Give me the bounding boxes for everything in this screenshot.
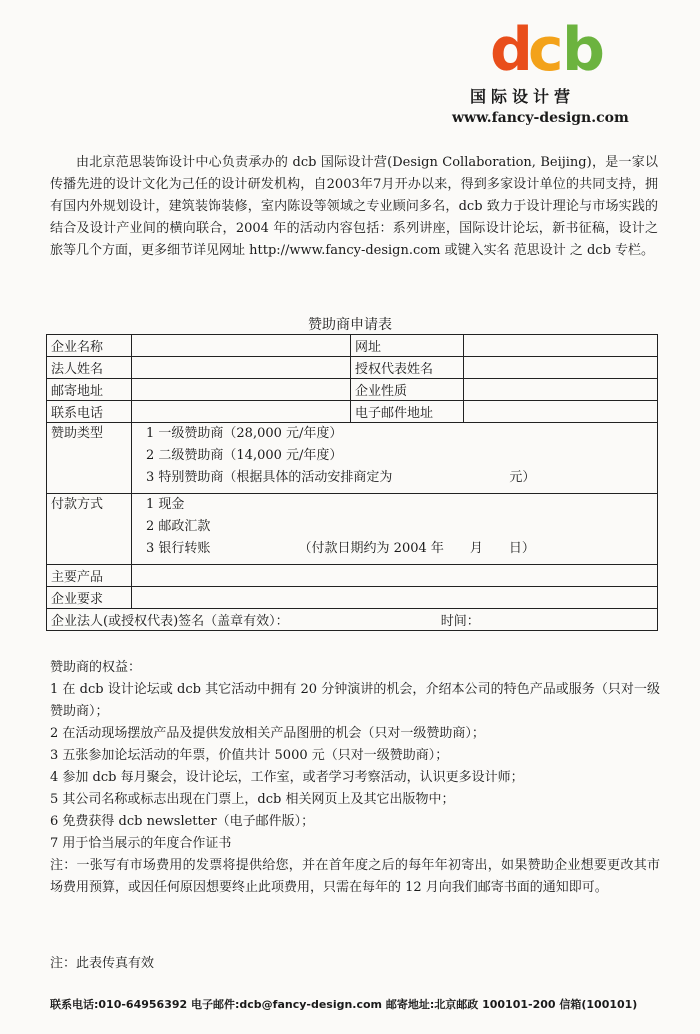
authorized-rep-label: 授权代表姓名	[351, 357, 464, 379]
sponsor-option-3[interactable]: 3 特别赞助商（根据具体的活动安排商定为 元）	[146, 470, 536, 485]
signature-label: 企业法人(或授权代表)签名（盖章有效）：	[51, 614, 289, 629]
benefits-title: 赞助商的权益：	[50, 660, 142, 675]
intro-paragraph: 由北京范思装饰设计中心负责承办的 dcb 国际设计营(Design Collaboration, Beijing)，是一家以传播先进的设计文化为己任的设计研发机构，自2003年7月开办以来，得到多家设计单位的共同支持，拥有国内外规划设计，建筑装饰装修，室内陈设等领域之专业顾问多名，dcb 致力于设计理论与市场实践的结合及设计产业间的横向联合，2004 年的活动内容包括：系列讲座，国际设计论坛，新书征稿，设计之旅等几个方面，更多细节详见网址 http://www.fancy-design.com 或键入实名 范思设计 之 dcb 专栏。	[50, 155, 658, 258]
sponsor-type-options	[132, 423, 658, 494]
main-products-label: 主要产品	[47, 565, 132, 587]
website-label: 网址	[351, 335, 464, 357]
benefits-section	[50, 657, 660, 899]
legal-rep-field[interactable]	[132, 357, 351, 379]
table-row	[47, 423, 658, 494]
list-item: 7 用于恰当展示的年度合作证书	[50, 836, 232, 851]
list-item: 1 在 dcb 设计论坛或 dcb 其它活动中拥有 20 分钟演讲的机会，介绍本公司的特色产品或服务（只对一级赞助商）；	[50, 682, 660, 719]
authorized-rep-field[interactable]	[464, 357, 658, 379]
list-item: 2 在活动现场摆放产品及提供发放相关产品图册的机会（只对一级赞助商）；	[50, 726, 485, 741]
payment-label-text: 付款方式	[51, 497, 104, 512]
brand-name: 国际设计营	[470, 87, 576, 106]
contact-footer: 联系电话:010-64956392 电子邮件:dcb@fancy-design.com 邮寄地址:北京邮政 100101-200 信箱(100101)	[50, 998, 638, 1011]
phone-field[interactable]	[132, 401, 351, 423]
legal-rep-label: 法人姓名	[47, 357, 132, 379]
requirements-field[interactable]	[132, 587, 658, 609]
list-item: 6 免费获得 dcb newsletter（电子邮件版）；	[50, 814, 315, 829]
table-row	[47, 401, 658, 423]
table-row	[47, 357, 658, 379]
sponsor-application-form	[46, 334, 658, 631]
payment-option-2[interactable]: 2 邮政汇款	[146, 519, 211, 534]
payment-label	[47, 494, 132, 565]
email-label: 电子邮件地址	[351, 401, 464, 423]
sponsor-option-1[interactable]: 1 一级赞助商（28,000 元/年度）	[146, 426, 343, 441]
email-field[interactable]	[464, 401, 658, 423]
table-row	[47, 609, 658, 631]
logo-letter-d: d	[490, 15, 531, 85]
address-field[interactable]	[132, 379, 351, 401]
dcb-logo	[490, 15, 603, 85]
requirements-label: 企业要求	[47, 587, 132, 609]
list-item: 3 五张参加论坛活动的年票，价值共计 5000 元（只对一级赞助商）；	[50, 748, 449, 763]
website-field[interactable]	[464, 335, 658, 357]
company-name-field[interactable]	[132, 335, 351, 357]
sponsor-type-label-text: 赞助类型	[51, 426, 104, 441]
table-row	[47, 565, 658, 587]
company-type-field[interactable]	[464, 379, 658, 401]
phone-label: 联系电话	[47, 401, 132, 423]
address-label: 邮寄地址	[47, 379, 132, 401]
logo-letter-b: b	[562, 15, 603, 85]
table-row	[47, 587, 658, 609]
payment-option-3-row	[146, 538, 653, 560]
list-item: 5 其公司名称或标志出现在门票上，dcb 相关网页上及其它出版物中；	[50, 792, 455, 807]
table-row	[47, 335, 658, 357]
payment-option-1[interactable]: 1 现金	[146, 497, 185, 512]
fax-note: 注：此表传真有效	[50, 956, 155, 971]
brand-url: www.fancy-design.com	[452, 110, 629, 126]
sponsor-type-label	[47, 423, 132, 494]
logo-letter-c: c	[528, 15, 562, 85]
payment-options	[132, 494, 658, 565]
table-row	[47, 379, 658, 401]
company-type-label: 企业性质	[351, 379, 464, 401]
payment-date-note: （付款日期约为 2004 年 月 日）	[298, 541, 535, 556]
time-label: 时间：	[440, 614, 480, 629]
form-title: 赞助商申请表	[308, 317, 392, 333]
sponsor-option-2[interactable]: 2 二级赞助商（14,000 元/年度）	[146, 448, 343, 463]
signature-row[interactable]	[47, 609, 658, 631]
list-item: 4 参加 dcb 每月聚会，设计论坛，工作室，或者学习考察活动，认识更多设计师；	[50, 770, 524, 785]
table-row	[47, 494, 658, 565]
benefits-note: 注：一张写有市场费用的发票将提供给您，并在首年度之后的每年年初寄出，如果赞助企业想要更改其市场费用预算，或因任何原因想要终止此项费用，只需在每年的 12 月向我们邮寄书面的通知即可。	[50, 858, 660, 895]
company-name-label: 企业名称	[47, 335, 132, 357]
payment-option-3[interactable]: 3 银行转账	[146, 541, 211, 556]
main-products-field[interactable]	[132, 565, 658, 587]
